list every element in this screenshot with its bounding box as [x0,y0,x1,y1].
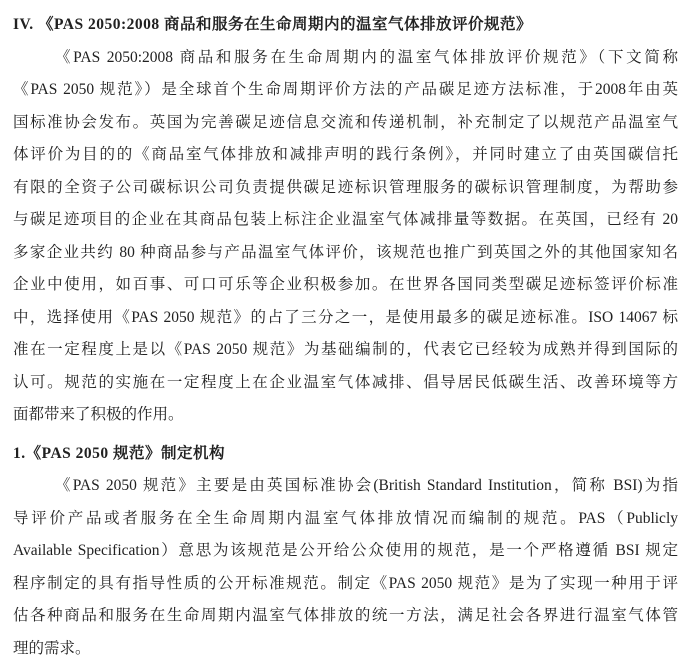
text-line: 准在一定程度上是以《PAS 2050 规范》为基础编制的，代表它已经较为成熟并得到国际的 [13,334,678,367]
text-line: 《PAS 2050:2008 商品和服务在生命周期内的温室气体排放评价规范》（下文简称 [13,42,678,75]
section-heading: 1.《PAS 2050 规范》制定机构 [13,438,678,471]
text-line: 认可。规范的实施在一定程度上在企业温室气体减排、倡导居民低碳生活、改善环境等方 [13,367,678,400]
text-line: 多家企业共约 80 种商品参与产品温室气体评价，该规范也推广到英国之外的其他国家知名 [13,237,678,270]
text-line: 《PAS 2050 规范》）是全球首个生命周期评价方法的产品碳足迹方法标准，于2008年由英 [13,74,678,107]
text-line: 导评价产品或者服务在全生命周期内温室气体排放情况而编制的规范。PAS（Publicly [13,503,678,536]
text-line: 程序制定的具有指导性质的公开标准规范。制定《PAS 2050 规范》是为了实现一种用于评 [13,568,678,601]
text-line: 中，选择使用《PAS 2050 规范》的占了三分之一，是使用最多的碳足迹标准。ISO 14067 标 [13,302,678,335]
text-line: 与碳足迹项目的企业在其商品包装上标注企业温室气体减排量等数据。在英国，已经有 20 [13,204,678,237]
text-line: Available Specification）意思为该规范是公开给公众使用的规范，是一个严格遵循 BSI 规定 [13,535,678,568]
text-line: 有限的全资子公司碳标识公司负责提供碳足迹标识管理服务的碳标识管理制度，为帮助参 [13,172,678,205]
text-line: 理的需求。 [13,633,678,665]
text-line: 面都带来了积极的作用。 [13,399,678,432]
paragraph-2 [13,470,678,665]
document-title: IV. 《PAS 2050:2008 商品和服务在生命周期内的温室气体排放评价规范》 [13,9,678,42]
paragraph-1 [13,42,678,432]
text-line: 《PAS 2050 规范》主要是由英国标准协会(British Standard Institution，简称 BSI)为指 [13,470,678,503]
text-line: 国标准协会发布。英国为完善碳足迹信息交流和传递机制，补充制定了以规范产品温室气 [13,107,678,140]
text-line: 企业中使用，如百事、可口可乐等企业积极参加。在世界各国同类型碳足迹标签评价标准 [13,269,678,302]
text-line: 估各种商品和服务在生命周期内温室气体排放的统一方法，满足社会各界进行温室气体管 [13,600,678,633]
text-line: 体评价为目的的《商品室气体排放和减排声明的践行条例》，并同时建立了由英国碳信托 [13,139,678,172]
